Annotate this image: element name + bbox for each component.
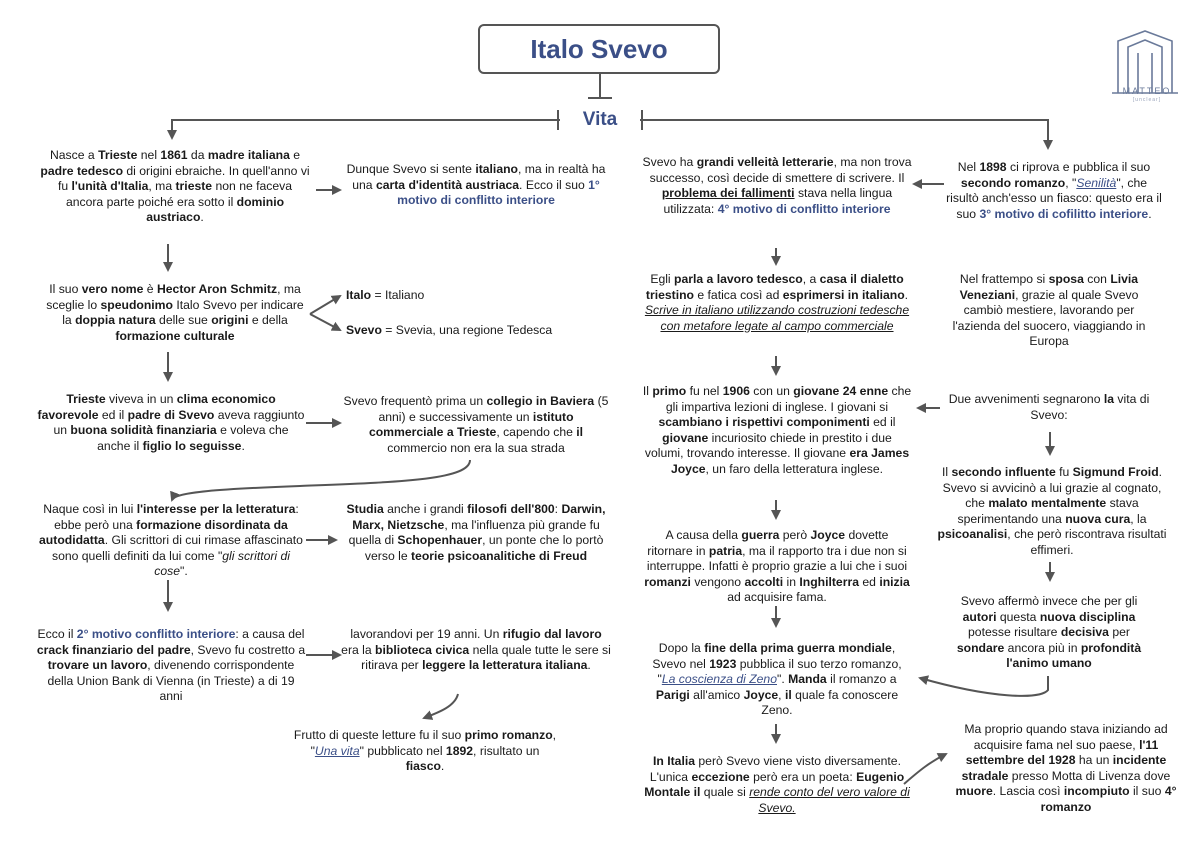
node-text-fragment: viveva in un xyxy=(105,392,177,406)
node-biblioteca xyxy=(340,627,612,674)
node-text-fragment: " pubblicato nel xyxy=(359,743,446,758)
node-text-fragment: però xyxy=(779,528,811,542)
node-text-fragment: crack finanziario del padre xyxy=(36,642,191,657)
node-text-fragment: ancora più in xyxy=(1004,640,1081,655)
node-text-fragment: secondo romanzo xyxy=(960,175,1066,190)
node-text-fragment: 4° motivo di conflitto interiore xyxy=(717,201,891,216)
arrow-italo xyxy=(310,296,340,314)
node-text-fragment: il romanzo a xyxy=(826,672,897,686)
node-text-fragment: Nasce a xyxy=(49,148,99,162)
node-text-fragment: , ma il rapporto tra i due non si interruppe. Infatti è proprio grazie a lui che i suoi xyxy=(646,543,908,573)
node-text-fragment: grandi velleità letterarie xyxy=(696,155,834,169)
node-text-fragment: Ma proprio quando stava iniziando ad acquisire fama nel suo paese, xyxy=(964,722,1168,752)
node-velleita xyxy=(642,155,912,217)
node-text-fragment: Il suo xyxy=(49,282,82,296)
node-text-fragment: romanzi xyxy=(644,574,691,589)
node-text-fragment: inizia xyxy=(879,574,910,589)
node-text-fragment: : xyxy=(554,502,562,516)
node-text-fragment: fine della prima guerra mondiale xyxy=(704,641,892,655)
node-text-fragment: 4° romanzo xyxy=(1040,784,1177,814)
node-text-fragment: . xyxy=(587,658,591,672)
node-text-fragment: . xyxy=(1148,206,1152,221)
node-text-fragment: collegio in Baviera xyxy=(486,394,595,408)
arrow-c4n5-c3n5 xyxy=(920,676,1048,696)
node-text-fragment: : ebbe però una xyxy=(54,502,299,532)
node-text-fragment: guerra xyxy=(741,528,780,542)
node-text-fragment: parla a lavoro tedesco xyxy=(674,272,803,286)
node-text-fragment: padre tedesco xyxy=(40,163,124,178)
node-text-fragment: . xyxy=(200,210,204,224)
node-text-fragment: In Italia xyxy=(653,754,696,768)
node-text-fragment: . xyxy=(904,287,909,302)
node-text-fragment: l'unità d'Italia xyxy=(71,179,149,193)
node-italo xyxy=(346,288,606,304)
node-text-fragment: (5 anni) e successivamente un xyxy=(378,394,609,424)
node-text-fragment: Dunque Svevo si sente xyxy=(346,162,476,176)
node-clima-economico xyxy=(36,392,306,454)
node-text-fragment: madre italiana xyxy=(207,148,290,162)
node-text-fragment: vero nome xyxy=(81,282,144,296)
node-text-fragment: scambiano i rispettivi componimenti xyxy=(658,415,870,429)
node-text-fragment: era la xyxy=(341,642,376,657)
node-text-fragment: 1923 xyxy=(709,656,737,671)
node-text-fragment: carta d'identità austriaca xyxy=(375,177,520,192)
node-matrimonio xyxy=(944,272,1154,350)
node-text-fragment: . xyxy=(241,438,245,453)
node-text-fragment: pubblica il suo terzo romanzo, " xyxy=(657,656,902,686)
node-text-fragment: muore xyxy=(955,784,993,798)
node-text-fragment: Eugenio Montale xyxy=(644,769,905,799)
node-text-fragment: teorie psicoanalitiche di Freud xyxy=(410,548,588,563)
node-text-fragment: biblioteca civica xyxy=(375,642,470,657)
node-text-fragment: ", che risultò anch'esso un fiasco: questo era il suo xyxy=(946,175,1162,221)
node-text-fragment: , grazie al quale Svevo cambiò mestiere, lavorando per l'azienda del suocero, viaggiando in Europa xyxy=(952,287,1146,348)
link-coscienza-zeno[interactable]: La coscienza di Zeno xyxy=(661,672,777,686)
node-text-fragment: Hector Aron Schmitz xyxy=(156,282,278,296)
node-text-fragment: Svevo ha xyxy=(642,155,697,169)
node-text-fragment: formazione disordinata da autodidatta xyxy=(39,517,288,547)
node-text-fragment: 1861 xyxy=(160,148,188,162)
node-text-fragment: però era un poeta: xyxy=(749,769,857,784)
node-text-fragment: fiasco xyxy=(405,759,441,773)
node-text-fragment: vengono xyxy=(690,574,745,589)
node-text-fragment: fu xyxy=(1055,465,1073,479)
node-text-fragment: 1906 xyxy=(722,384,750,398)
node-text-fragment: ci riprova e pubblica il suo xyxy=(1006,160,1151,174)
node-text-fragment: , divenendo corrispondente della Union Bank di Vienna (in Trieste) a di 19 anni xyxy=(47,658,295,703)
node-text-fragment: commercio non era la sua strada xyxy=(387,440,565,455)
node-text-fragment: incompiuto xyxy=(1063,784,1130,798)
node-text-fragment: doppia natura xyxy=(75,313,156,327)
node-text-fragment: sondare xyxy=(956,640,1005,655)
node-text-fragment: lavorandovi per 19 anni. Un xyxy=(350,627,503,641)
node-text-fragment: patria xyxy=(708,543,743,558)
node-text-fragment: filosofi dell'800 xyxy=(467,502,555,516)
node-text-fragment: , la xyxy=(1130,511,1147,526)
node-guerra xyxy=(642,528,912,606)
node-text-fragment: è xyxy=(143,282,157,296)
node-carta-identita xyxy=(342,162,610,209)
node-text-fragment: quale fa conoscere Zeno. xyxy=(761,687,899,717)
node-text-fragment: , che però riscontrava risultati effimeri. xyxy=(1007,527,1167,557)
node-text-fragment: rende conto del vero valore di Svevo. xyxy=(749,785,910,815)
node-text-fragment: psicoanalisi xyxy=(937,527,1008,541)
node-text-fragment: , " xyxy=(310,728,557,758)
node-text-fragment: la xyxy=(1103,392,1115,406)
node-text-fragment: quale si xyxy=(700,785,750,799)
node-text-fragment: fu nel xyxy=(686,384,723,398)
node-text-fragment: e voleva che anche il xyxy=(97,423,289,453)
node-text-fragment: nuova cura xyxy=(1065,511,1131,526)
node-text-fragment: Trieste xyxy=(98,148,138,162)
node-text-fragment: Schopenhauer xyxy=(397,533,483,547)
node-text-fragment: il suo xyxy=(1129,784,1165,798)
node-text-fragment: 1898 xyxy=(979,160,1007,174)
node-text-fragment: Ecco il xyxy=(37,627,77,641)
node-text-fragment: Darwin, Marx, Nietzsche xyxy=(352,502,606,532)
node-text-fragment: non ne faceva ancora parte poiché era sotto il xyxy=(65,179,293,209)
node-svevo xyxy=(346,323,606,339)
node-text-fragment: il xyxy=(576,425,584,439)
node-text-fragment: casa il dialetto triestino xyxy=(645,272,904,302)
node-text-fragment: . Ecco il suo xyxy=(519,177,589,192)
node-text-fragment: ad acquisire fama. xyxy=(727,590,827,604)
node-text-fragment: , un faro della letteratura inglese. xyxy=(705,461,884,476)
node-text-fragment: ed xyxy=(858,574,880,589)
node-text-fragment: Nel xyxy=(957,160,980,174)
node-text-fragment: 3° motivo di cofilitto interiore xyxy=(979,206,1149,221)
node-text-fragment: Due avvenimenti segnarono xyxy=(948,392,1104,406)
node-text-fragment: A causa della xyxy=(665,528,742,542)
node-text-fragment: Sigmund Froid xyxy=(1072,465,1159,479)
section-label-text: Vita xyxy=(582,109,618,130)
node-lingua xyxy=(642,272,912,334)
node-text-fragment: Livia Veneziani xyxy=(959,272,1139,302)
node-text-fragment: primo romanzo xyxy=(464,728,553,742)
node-text-fragment: Trieste xyxy=(66,392,106,406)
node-text-fragment: = Svevia, una regione Tedesca xyxy=(381,323,553,337)
node-text-fragment: il xyxy=(784,687,792,702)
link-senilita[interactable]: Senilità xyxy=(1076,175,1117,190)
node-text-fragment: , ma xyxy=(148,179,176,193)
node-text-fragment: Manda xyxy=(788,672,827,686)
node-text-fragment: autori xyxy=(962,609,997,624)
node-text-fragment: da xyxy=(187,148,208,162)
arrow-svevo xyxy=(310,314,340,330)
node-text-fragment: clima economico favorevole xyxy=(37,392,276,422)
node-text-fragment: trieste xyxy=(175,179,213,193)
node-text-fragment: dovette ritornare in xyxy=(647,528,889,558)
node-text-fragment: ". xyxy=(777,672,789,686)
node-text-fragment: Svevo frequentò prima un xyxy=(343,394,487,408)
node-text-fragment: speudonimo xyxy=(100,297,173,312)
arrow-c2n3-c1n4 xyxy=(172,460,470,500)
node-text-fragment: nella quale tutte le sere si ritirava per xyxy=(361,642,611,672)
node-text-fragment: buona solidità finanziaria xyxy=(70,423,217,437)
node-text-fragment: ha un xyxy=(1075,753,1113,767)
top-bar-right xyxy=(640,120,1048,148)
node-text-fragment: istituto commerciale a Trieste xyxy=(368,409,574,439)
node-text-fragment: leggere la letteratura italiana xyxy=(422,658,588,672)
node-text-fragment: l'interesse per la letteratura xyxy=(136,502,296,516)
node-text-fragment: ". xyxy=(180,564,188,578)
node-text-fragment: . Gli scrittori di cui rimase affascinato sono quelli definiti da lui come " xyxy=(51,533,303,563)
node-secondo-motivo xyxy=(36,627,306,705)
node-text-fragment: giovane xyxy=(662,430,709,445)
node-text-fragment: aveva raggiunto un xyxy=(53,407,305,437)
node-text-fragment: Il xyxy=(941,465,952,479)
node-text-fragment: malato mentalmente xyxy=(988,496,1107,510)
node-freud xyxy=(934,465,1170,558)
node-text-fragment: stava nella lingua utilizzata: xyxy=(663,186,893,216)
logo-text: MATTEO xyxy=(1122,86,1172,96)
node-text-fragment: . xyxy=(440,759,445,773)
node-senilita xyxy=(944,160,1164,222)
node-text-fragment: 1° motivo di conflitto interiore xyxy=(397,177,600,207)
node-text-fragment: problema dei fallimenti xyxy=(661,186,795,200)
node-interesse-letteratura xyxy=(36,502,306,580)
node-text-fragment: per xyxy=(1108,625,1130,639)
node-text-fragment: stava sperimentando una xyxy=(957,496,1139,526)
node-text-fragment: incidente stradale xyxy=(961,753,1167,783)
node-text-fragment: giovane 24 enne xyxy=(793,384,889,398)
node-text-fragment: profondità l'animo umano xyxy=(1006,640,1142,670)
node-text-fragment: rifugio dal lavoro xyxy=(502,627,602,641)
node-text-fragment: Il xyxy=(642,384,653,398)
node-text-fragment: , ma l'influenza più grande fu quella di xyxy=(348,517,600,547)
node-vero-nome xyxy=(40,282,310,344)
node-text-fragment: italiano xyxy=(475,162,518,176)
node-text-fragment: però Svevo viene visto diversamente. L'unica xyxy=(649,754,901,784)
node-text-fragment: trovare un lavoro xyxy=(47,658,148,672)
node-text-fragment: e della xyxy=(248,313,288,327)
node-text-fragment: Studia xyxy=(346,502,384,516)
node-morte xyxy=(948,722,1184,815)
node-text-fragment: Joyce xyxy=(810,528,846,542)
node-text-fragment: e fatica così ad xyxy=(694,287,783,302)
node-text-fragment: . Svevo si avvicinò a lui grazie al cognato, che xyxy=(942,465,1163,510)
node-text-fragment: Joyce xyxy=(743,687,779,702)
node-text-fragment: , risultato un xyxy=(473,743,540,758)
node-text-fragment: secondo influente xyxy=(951,465,1056,479)
node-text-fragment: che gli impartiva lezioni di inglese. I giovani si xyxy=(665,384,912,414)
node-text-fragment: il xyxy=(690,785,701,799)
node-text-fragment: con xyxy=(1083,272,1111,286)
node-primo-romanzo xyxy=(290,728,560,775)
node-text-fragment: anche i grandi xyxy=(383,502,468,516)
node-text-fragment: Nel frattempo si xyxy=(959,272,1049,286)
node-text-fragment: potesse risultare xyxy=(968,625,1061,639)
node-text-fragment: , un ponte che lo portò verso le xyxy=(364,533,604,563)
node-text-fragment: padre di Svevo xyxy=(127,407,215,422)
node-text-fragment: ed il xyxy=(869,415,896,429)
top-bar-left xyxy=(172,120,560,138)
node-montale xyxy=(642,754,912,816)
node-text-fragment: gli scrittori di cose xyxy=(154,548,291,578)
node-coscienza-zeno xyxy=(642,641,912,719)
node-text-fragment: , xyxy=(778,687,785,702)
node-nuova-disciplina xyxy=(944,594,1154,672)
node-text-fragment: figlio lo seguisse xyxy=(142,438,242,453)
node-text-fragment: questa xyxy=(996,609,1040,624)
node-james-joyce xyxy=(642,384,912,477)
node-text-fragment: Frutto di queste letture fu il suo xyxy=(293,728,465,742)
node-text-fragment: ed il xyxy=(98,407,128,422)
node-text-fragment: , " xyxy=(1065,175,1077,190)
node-text-fragment: esprimersi in italiano xyxy=(782,287,905,302)
node-text-fragment: , Svevo fu costretto a xyxy=(190,642,306,657)
node-text-fragment: , capendo che xyxy=(496,425,577,439)
node-text-fragment: in xyxy=(783,574,800,589)
title-stem xyxy=(588,74,612,98)
node-text-fragment: Svevo xyxy=(346,323,382,337)
node-text-fragment: nel xyxy=(137,148,161,162)
node-text-fragment: . Lascia così xyxy=(992,784,1064,798)
node-text-fragment: accolti xyxy=(744,574,784,589)
node-text-fragment: eccezione xyxy=(691,769,750,784)
arrow-c2n5-c2n6 xyxy=(424,694,458,718)
node-text-fragment: l'11 settembre del 1928 xyxy=(965,737,1159,767)
node-text-fragment: decisiva xyxy=(1060,625,1109,639)
node-collegio xyxy=(340,394,612,456)
node-text-fragment: , ma in realtà ha una xyxy=(352,162,606,192)
node-text-fragment: nuova disciplina xyxy=(1039,609,1136,624)
node-text-fragment: e xyxy=(289,148,301,162)
node-filosofi xyxy=(338,502,614,564)
node-text-fragment: Italo Svevo per indicare la xyxy=(62,297,304,327)
node-text-fragment: vita di Svevo: xyxy=(1030,392,1150,422)
node-text-fragment: 2° motivo conflitto interiore xyxy=(76,627,236,641)
node-text-fragment: , ma sceglie lo xyxy=(46,282,301,312)
node-text-fragment: primo xyxy=(652,384,687,398)
node-nascita xyxy=(40,148,310,226)
node-text-fragment: Svevo affermò invece che per gli xyxy=(960,594,1138,608)
node-text-fragment: con un xyxy=(749,384,794,398)
node-due-avvenimenti xyxy=(944,392,1154,423)
node-text-fragment: Naque così in lui xyxy=(43,502,137,516)
node-text-fragment: = Italiano xyxy=(371,288,425,302)
node-text-fragment: presso Motta di Livenza dove xyxy=(1008,768,1171,783)
node-text-fragment: Egli xyxy=(650,272,675,286)
node-text-fragment: di origini ebraiche. In quell'anno vi fu xyxy=(57,163,310,193)
node-text-fragment: sposa xyxy=(1048,272,1084,286)
node-text-fragment: formazione culturale xyxy=(115,328,235,343)
node-text-fragment: Inghilterra xyxy=(799,574,859,589)
node-text-fragment: Parigi xyxy=(655,687,690,702)
node-text-fragment: origini xyxy=(211,313,249,327)
node-text-fragment: : a causa del xyxy=(235,627,305,641)
page-title: Italo Svevo xyxy=(530,33,668,64)
node-text-fragment: , a xyxy=(802,272,820,286)
node-text-fragment: dominio austriaco xyxy=(146,194,285,224)
node-text-fragment: , ma non trova successo, così decide di smettere di scrivere. Il xyxy=(649,155,912,185)
logo-subtext: [unclear] xyxy=(1132,97,1162,103)
node-text-fragment: 1892 xyxy=(445,743,474,758)
node-text-fragment: Dopo la xyxy=(658,641,705,655)
node-text-fragment: Italo xyxy=(346,288,372,302)
node-text-fragment: delle sue xyxy=(155,313,212,327)
node-text-fragment: incuriosito chiede in prestito i due volumi, trovando interesse. Il giovane xyxy=(644,430,892,460)
node-text-fragment: Scrive in italiano utilizzando costruzioni tedesche con metafore legate al campo commerciale xyxy=(644,303,910,333)
link-una-vita[interactable]: Una vita xyxy=(314,743,360,758)
node-text-fragment: all'amico xyxy=(689,687,744,702)
node-text-fragment: era James Joyce xyxy=(670,446,910,476)
node-text-fragment: , Svevo nel xyxy=(652,641,896,671)
